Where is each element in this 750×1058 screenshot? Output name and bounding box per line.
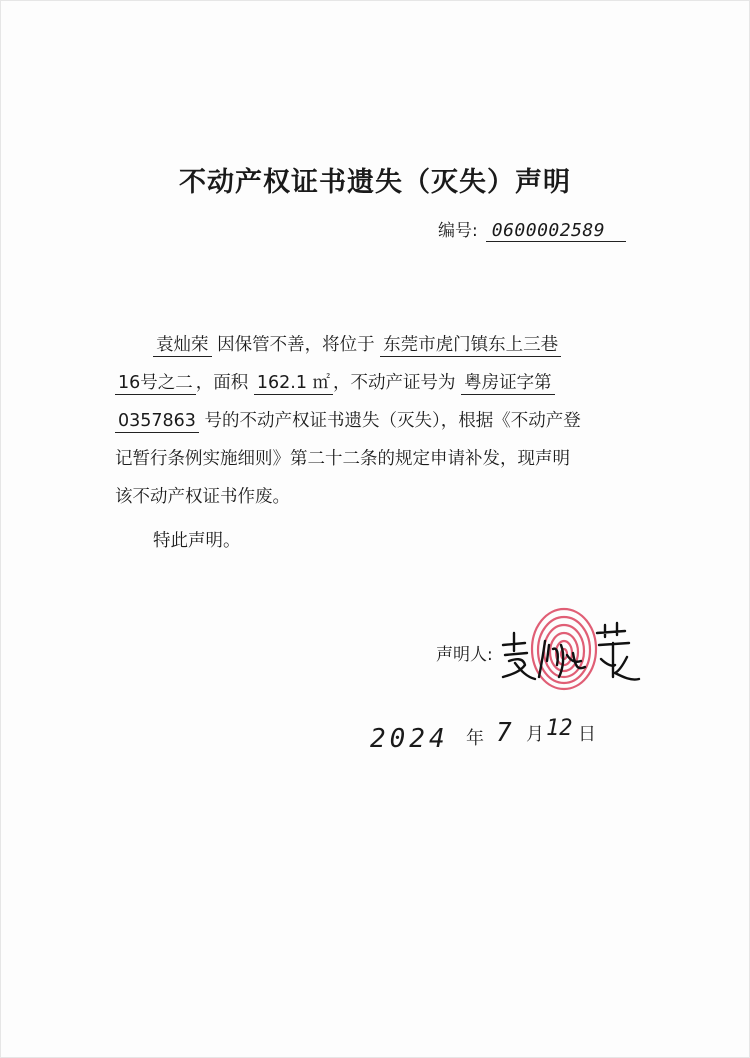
statement-text-2: ，面积 [195,373,249,393]
statement-text-1: 因保管不善，将位于 [217,335,375,355]
statement-line-1 [115,326,675,364]
date-month: 7 [496,718,512,748]
date-month-unit: 月 [526,724,544,745]
address-part-2: 16号之二 [115,373,196,395]
serial-number-row [438,216,626,242]
statement-line-4: 记暂行条例实施细则》第二十二条的规定申请补发，现声明 [115,449,570,469]
date-day: 12 [546,716,573,741]
serial-label: 编号: [438,221,478,241]
statement-body [115,326,675,560]
date-day-unit: 日 [578,724,596,745]
document-title: 不动产权证书遗失（灭失）声明 [179,167,571,198]
declarant-label: 声明人: [436,645,493,665]
statement-line-5: 该不动产权证书作废。 [115,487,290,507]
cert-number-part-2: 0357863 [115,411,199,433]
closing-text: 特此声明。 [153,531,241,551]
statement-line-3 [115,402,675,440]
statement-text-3: ，不动产证号为 [333,373,456,393]
area-value: 162.1 ㎡ [254,373,333,395]
date-year-unit: 年 [466,728,484,749]
address-part-1: 东莞市虎门镇东上三巷 [380,335,561,357]
cert-number-part-1: 粤房证字第 [461,373,555,395]
owner-name: 袁灿荣 [153,335,212,357]
serial-number: 0600002589 [486,220,626,242]
statement-line-2 [115,364,675,402]
date-year: 2024 [370,724,449,754]
handwritten-signature [495,615,645,690]
statement-text-4: 号的不动产权证书遗失（灭失），根据《不动产登 [204,411,581,431]
